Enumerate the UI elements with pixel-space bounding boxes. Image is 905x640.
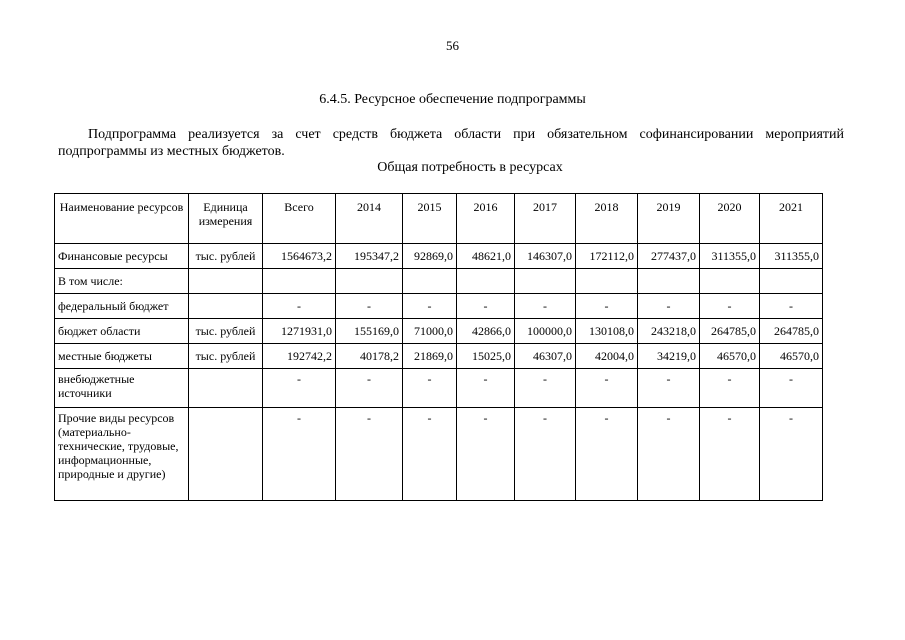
- value-cell: -: [515, 408, 576, 501]
- value-cell: 15025,0: [457, 344, 515, 369]
- value-cell: 46307,0: [515, 344, 576, 369]
- value-cell: -: [576, 369, 638, 408]
- table-row: [55, 369, 823, 408]
- value-cell: 277437,0: [638, 244, 700, 269]
- row-name-cell: Прочие виды ресурсов (материально-технические, трудовые, информационные, природные и другие): [55, 408, 189, 501]
- table-header-row: [55, 194, 823, 244]
- value-cell: 40178,2: [336, 344, 403, 369]
- header-cell: 2021: [760, 194, 823, 244]
- value-cell: 192742,2: [263, 344, 336, 369]
- value-cell: -: [700, 369, 760, 408]
- row-name-cell: внебюджетные источники: [55, 369, 189, 408]
- value-cell: 195347,2: [336, 244, 403, 269]
- value-cell: [515, 269, 576, 294]
- row-name-cell: местные бюджеты: [55, 344, 189, 369]
- value-cell: -: [403, 294, 457, 319]
- table-title: Общая потребность в ресурсах: [377, 160, 563, 175]
- paragraph-text: Подпрограмма реализуется за счет средств бюджета области при обязательном софинансировании мероприятий подпрограммы из местных бюджетов.: [58, 127, 844, 159]
- table-row: [55, 408, 823, 501]
- value-cell: -: [760, 294, 823, 319]
- value-cell: [700, 269, 760, 294]
- value-cell: -: [336, 294, 403, 319]
- row-name-cell: Финансовые ресурсы: [55, 244, 189, 269]
- header-cell: 2019: [638, 194, 700, 244]
- unit-cell: тыс. рублей: [189, 344, 263, 369]
- value-cell: 146307,0: [515, 244, 576, 269]
- header-cell: 2014: [336, 194, 403, 244]
- value-cell: 311355,0: [700, 244, 760, 269]
- section-title: 6.4.5. Ресурсное обеспечение подпрограммы: [319, 92, 586, 107]
- value-cell: -: [638, 294, 700, 319]
- table-row: [55, 344, 823, 369]
- value-cell: [263, 269, 336, 294]
- value-cell: 130108,0: [576, 319, 638, 344]
- value-cell: -: [638, 369, 700, 408]
- unit-cell: [189, 408, 263, 501]
- unit-cell: [189, 369, 263, 408]
- table-row: [55, 244, 823, 269]
- value-cell: -: [638, 408, 700, 501]
- unit-cell: [189, 269, 263, 294]
- value-cell: [336, 269, 403, 294]
- value-cell: [760, 269, 823, 294]
- value-cell: 21869,0: [403, 344, 457, 369]
- value-cell: -: [576, 408, 638, 501]
- header-cell: 2020: [700, 194, 760, 244]
- header-cell: 2018: [576, 194, 638, 244]
- table-row: [55, 319, 823, 344]
- value-cell: 34219,0: [638, 344, 700, 369]
- value-cell: -: [403, 369, 457, 408]
- value-cell: -: [336, 408, 403, 501]
- table-row: [55, 294, 823, 319]
- resources-table: [54, 193, 823, 501]
- value-cell: 100000,0: [515, 319, 576, 344]
- value-cell: -: [457, 294, 515, 319]
- value-cell: 1564673,2: [263, 244, 336, 269]
- value-cell: -: [576, 294, 638, 319]
- value-cell: 311355,0: [760, 244, 823, 269]
- value-cell: -: [700, 408, 760, 501]
- body-paragraph: [58, 126, 844, 160]
- value-cell: 264785,0: [760, 319, 823, 344]
- page-number: 56: [446, 38, 459, 53]
- header-cell: Всего: [263, 194, 336, 244]
- value-cell: -: [403, 408, 457, 501]
- row-name-cell: бюджет области: [55, 319, 189, 344]
- unit-cell: [189, 294, 263, 319]
- header-cell: 2016: [457, 194, 515, 244]
- value-cell: [403, 269, 457, 294]
- value-cell: 46570,0: [760, 344, 823, 369]
- row-name-cell: В том числе:: [55, 269, 189, 294]
- value-cell: -: [760, 369, 823, 408]
- value-cell: -: [700, 294, 760, 319]
- value-cell: 172112,0: [576, 244, 638, 269]
- unit-cell: тыс. рублей: [189, 319, 263, 344]
- value-cell: -: [457, 369, 515, 408]
- header-cell: Единица измерения: [189, 194, 263, 244]
- value-cell: 243218,0: [638, 319, 700, 344]
- header-cell: 2017: [515, 194, 576, 244]
- table-row: [55, 269, 823, 294]
- value-cell: 42866,0: [457, 319, 515, 344]
- value-cell: 46570,0: [700, 344, 760, 369]
- value-cell: [457, 269, 515, 294]
- value-cell: 264785,0: [700, 319, 760, 344]
- value-cell: -: [515, 294, 576, 319]
- value-cell: 42004,0: [576, 344, 638, 369]
- value-cell: -: [263, 294, 336, 319]
- value-cell: -: [457, 408, 515, 501]
- value-cell: 155169,0: [336, 319, 403, 344]
- unit-cell: тыс. рублей: [189, 244, 263, 269]
- row-name-cell: федеральный бюджет: [55, 294, 189, 319]
- value-cell: [576, 269, 638, 294]
- header-cell: 2015: [403, 194, 457, 244]
- value-cell: -: [263, 369, 336, 408]
- value-cell: 48621,0: [457, 244, 515, 269]
- value-cell: -: [336, 369, 403, 408]
- value-cell: -: [760, 408, 823, 501]
- value-cell: -: [515, 369, 576, 408]
- value-cell: 92869,0: [403, 244, 457, 269]
- value-cell: [638, 269, 700, 294]
- value-cell: 1271931,0: [263, 319, 336, 344]
- value-cell: 71000,0: [403, 319, 457, 344]
- value-cell: -: [263, 408, 336, 501]
- header-cell: Наименование ресурсов: [55, 194, 189, 244]
